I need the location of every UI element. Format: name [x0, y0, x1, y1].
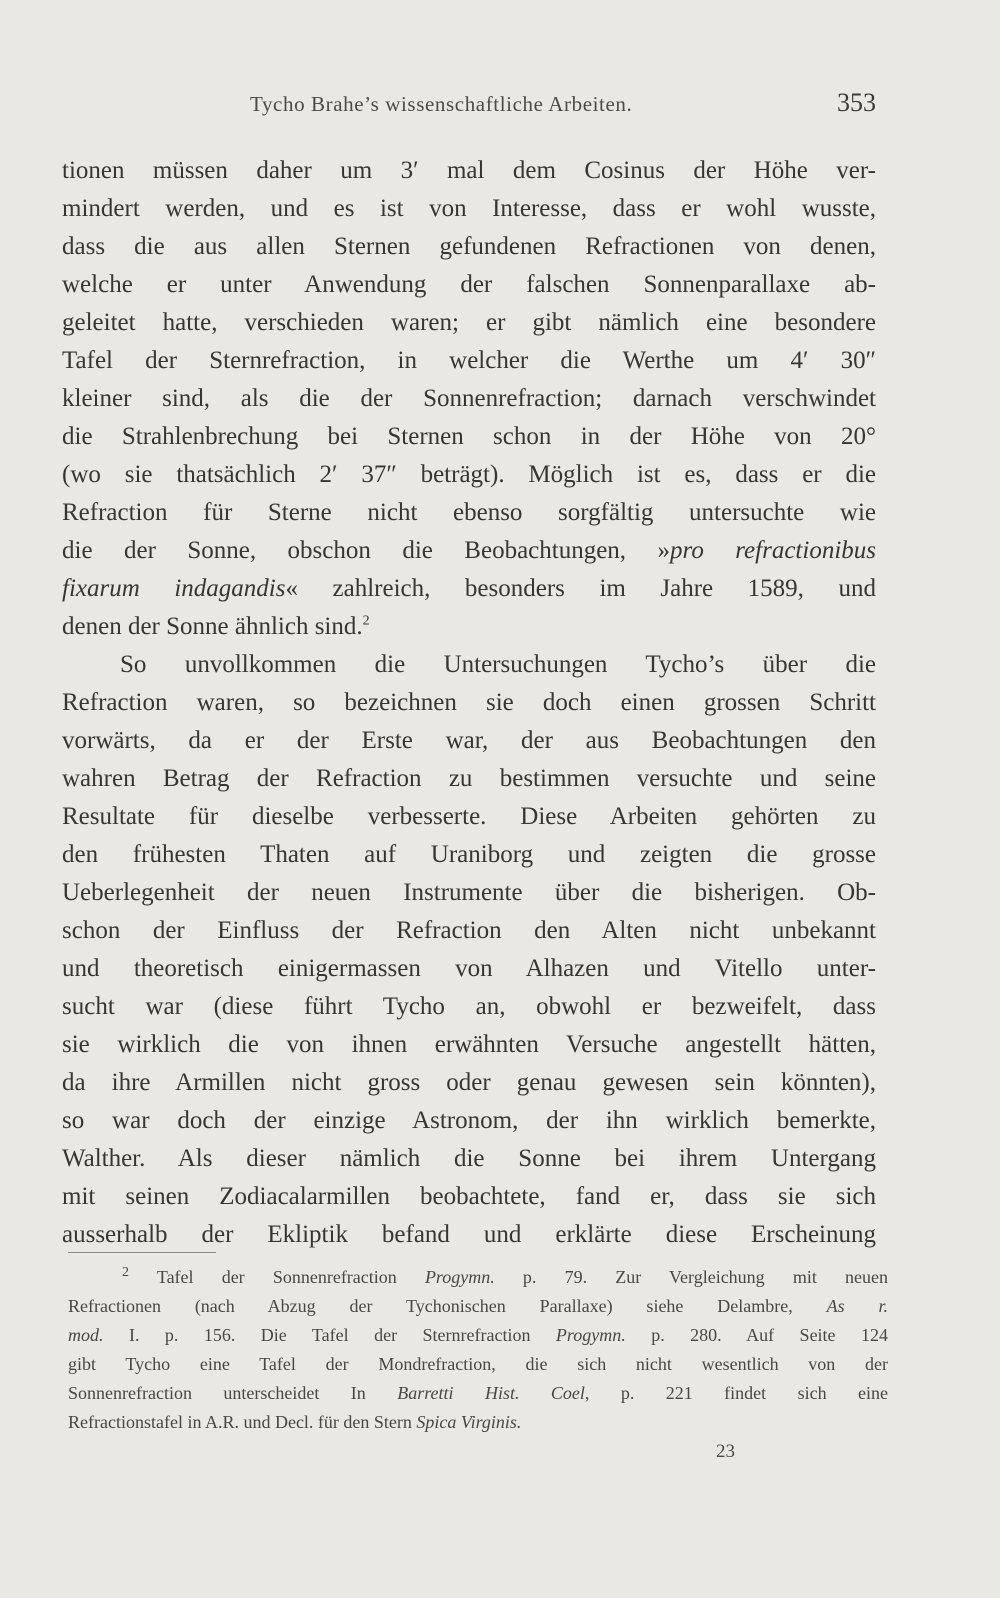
- text-segment: I. p. 156. Die Tafel der Sternrefraction: [103, 1325, 556, 1345]
- latin-quote: pro refractionibus: [670, 537, 876, 564]
- footnote-line: [68, 1263, 888, 1292]
- signature-mark: 23: [716, 1441, 735, 1462]
- text-line: Ueberlegenheit der neuen Instrumente über die bisherigen. Ob-: [62, 879, 876, 906]
- text-segment: p. 280. Auf Seite 124: [625, 1325, 888, 1345]
- text-line: Walther. Als dieser nämlich die Sonne bei ihrem Untergang: [62, 1145, 876, 1172]
- text-segment: Tafel der Sonnenrefraction: [156, 1267, 425, 1287]
- text-line: schon der Einfluss der Refraction den Alten nicht unbekannt: [62, 917, 876, 944]
- text-segment: denen der Sonne ähnlich sind.: [62, 613, 363, 640]
- text-line: welche er unter Anwendung der falschen Sonnenparallaxe ab-: [62, 271, 876, 298]
- text-line: kleiner sind, als die der Sonnenrefraction; darnach verschwindet: [62, 385, 876, 412]
- text-line: [62, 532, 876, 570]
- text-line: [62, 608, 876, 646]
- footnote-line: [68, 1321, 888, 1350]
- text-line: da ihre Armillen nicht gross oder genau gewesen sein könnten),: [62, 1069, 876, 1096]
- text-line: die Strahlenbrechung bei Sternen schon in der Höhe von 20°: [62, 423, 876, 450]
- text-line: vorwärts, da er der Erste war, der aus Beobachtungen den: [62, 727, 876, 754]
- text-line: Refraction waren, so bezeichnen sie doch einen grossen Schritt: [62, 689, 876, 716]
- text-line: geleitet hatte, verschieden waren; er gibt nämlich eine besondere: [62, 309, 876, 336]
- text-line: Refraction für Sterne nicht ebenso sorgfältig untersuchte wie: [62, 499, 876, 526]
- citation-title: Spica Virginis.: [416, 1412, 522, 1432]
- text-segment: Sonnenrefraction unterscheidet In: [68, 1383, 398, 1403]
- footnote-line: [68, 1408, 888, 1437]
- text-segment: p. 79. Zur Vergleichung mit neuen: [494, 1267, 888, 1287]
- text-line: den frühesten Thaten auf Uraniborg und zeigten die grosse: [62, 841, 876, 868]
- text-line: dass die aus allen Sternen gefundenen Refractionen von denen,: [62, 233, 876, 260]
- footnote-line: [68, 1292, 888, 1321]
- citation-title: As r.: [826, 1296, 888, 1316]
- text-line: So unvollkommen die Untersuchungen Tycho’s über die: [120, 651, 876, 678]
- footnote-line: [68, 1379, 888, 1408]
- running-head: [62, 88, 876, 122]
- text-line: wahren Betrag der Refraction zu bestimmen versuchte und seine: [62, 765, 876, 792]
- text-line: und theoretisch einigermassen von Alhazen und Vitello unter-: [62, 955, 876, 982]
- body-text: [62, 152, 876, 1254]
- citation-title: mod.: [68, 1325, 104, 1345]
- text-segment: , p. 221 findet sich eine: [584, 1383, 888, 1403]
- page-number: 353: [837, 88, 876, 117]
- footnote-marker: 2: [122, 1265, 129, 1280]
- text-line: ausserhalb der Ekliptik befand und erklärte diese Erscheinung: [62, 1221, 876, 1248]
- footnote-line: gibt Tycho eine Tafel der Mondrefraction, die sich nicht wesentlich von der: [68, 1354, 888, 1374]
- text-line: mit seinen Zodiacalarmillen beobachtete, fand er, dass sie sich: [62, 1183, 876, 1210]
- latin-quote: fixarum indagandis: [62, 575, 286, 602]
- citation-title: Progymn.: [555, 1325, 626, 1345]
- footnotes: [68, 1263, 888, 1437]
- citation-title: Barretti Hist. Coel: [397, 1383, 585, 1403]
- text-segment: « zahlreich, besonders im Jahre 1589, und: [285, 575, 876, 602]
- footnote-reference: 2: [362, 613, 370, 629]
- running-title: Tycho Brahe’s wissenschaftliche Arbeiten.: [250, 92, 633, 116]
- text-segment: Refractionstafel in A.R. und Decl. für den Stern: [68, 1412, 417, 1432]
- citation-title: Progymn.: [424, 1267, 495, 1287]
- text-line: Resultate für dieselbe verbesserte. Diese Arbeiten gehörten zu: [62, 803, 876, 830]
- text-line: sie wirklich die von ihnen erwähnten Versuche angestellt hätten,: [62, 1031, 876, 1058]
- text-line: so war doch der einzige Astronom, der ihn wirklich bemerkte,: [62, 1107, 876, 1134]
- text-segment: Refractionen (nach Abzug der Tychonischen Parallaxe) siehe Delambre,: [68, 1296, 827, 1316]
- text-segment: die der Sonne, obschon die Beobachtungen, »: [62, 537, 671, 564]
- footnote-rule: [68, 1252, 216, 1253]
- text-line: Tafel der Sternrefraction, in welcher die Werthe um 4′ 30″: [62, 347, 876, 374]
- text-line: [62, 570, 876, 608]
- text-line: sucht war (diese führt Tycho an, obwohl er bezweifelt, dass: [62, 993, 876, 1020]
- text-line: tionen müssen daher um 3′ mal dem Cosinus der Höhe ver-: [62, 157, 876, 184]
- text-line: mindert werden, und es ist von Interesse, dass er wohl wusste,: [62, 195, 876, 222]
- text-line: (wo sie thatsächlich 2′ 37″ beträgt). Möglich ist es, dass er die: [62, 461, 876, 488]
